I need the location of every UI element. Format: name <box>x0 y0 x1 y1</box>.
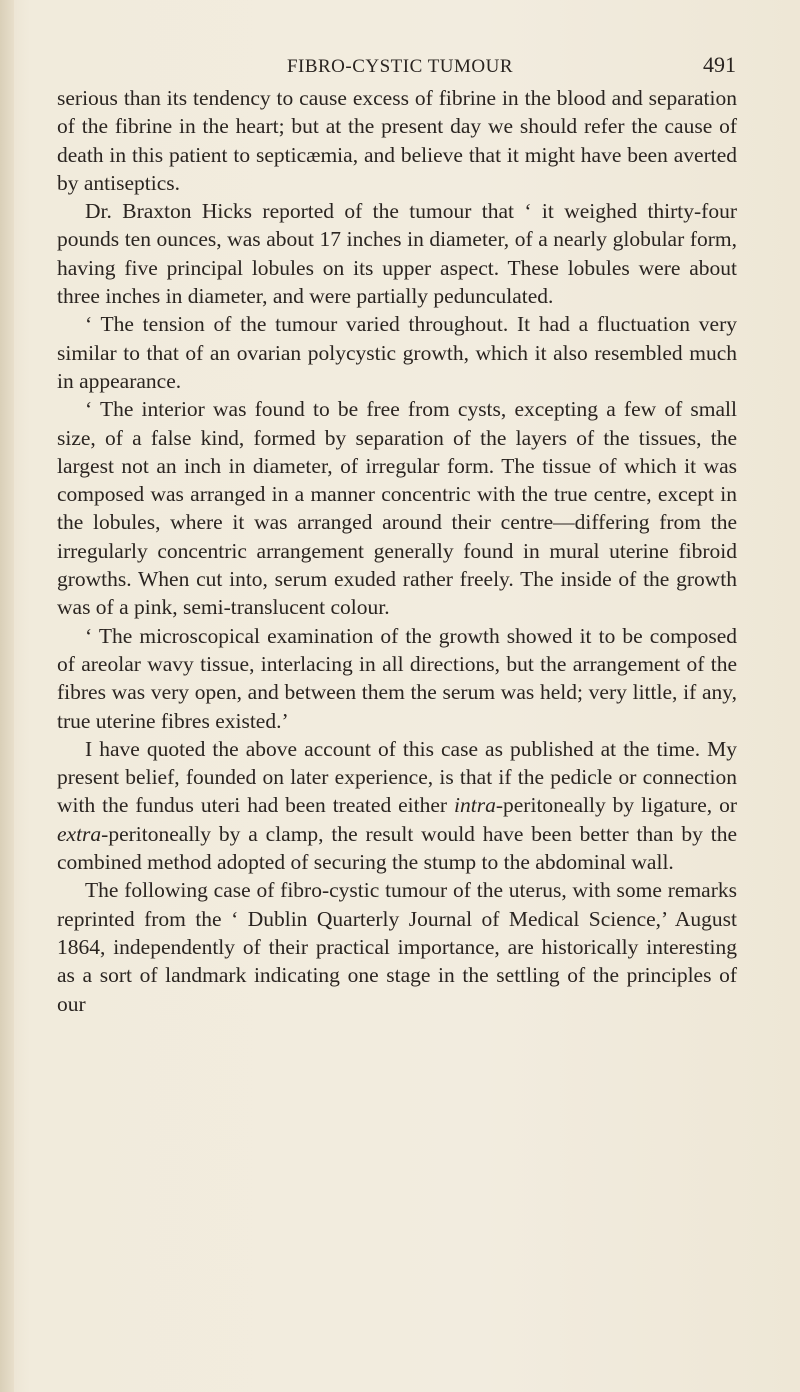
body-text <box>57 84 737 1018</box>
paragraph <box>57 735 737 876</box>
paragraph-text: I have quoted the above account of this case as published at the time. My present belief, founded on later experience, is that if the pedicle or connection with the fundus uteri had been treated either <box>57 736 737 818</box>
paragraph: ‘ The interior was found to be free from cysts, excepting a few of small size, of a false kind, formed by separation of the layers of the tissues, the largest not an inch in diameter, of irregular form. The tissue of which it was composed was arranged in a manner concentric with the true centre, except in the lobules, where it was arranged around their centre—differing from the irregularly concentric arrangement generally found in mural uterine fibroid growths. When cut into, serum exuded rather freely. The inside of the growth was of a pink, semi-translucent colour. <box>57 397 737 620</box>
paragraph: ‘ The tension of the tumour varied throughout. It had a fluctuation very similar to that of an ovarian polycystic growth, which it also resembled much in appearance. <box>57 312 737 393</box>
page-header <box>0 52 800 84</box>
running-head: FIBRO-CYSTIC TUMOUR <box>286 56 514 77</box>
paragraph-continuation: serious than its tendency to cause excess of fibrine in the blood and separation of the fibrine in the heart; but at the present day we should refer the cause of death in this patient to septicæmia, and believe that it might have been averted by antiseptics. <box>57 86 737 195</box>
paragraph: The following case of fibro-cystic tumour of the uterus, with some remarks reprinted from the ‘ Dublin Quarterly Journal of Medical Science,’ August 1864, independently of their practical importance, are historically interesting as a sort of landmark indicating one stage in the settling of the principles of our <box>57 878 737 1016</box>
paragraph: Dr. Braxton Hicks reported of the tumour that ‘ it weighed thirty-four pounds ten ounces, was about 17 inches in diameter, of a nearly globular form, having five principal lobules on its upper aspect. These lobules were about three inches in diameter, and were partially pedunculated. <box>57 199 737 309</box>
italic-term: intra <box>454 793 496 818</box>
paragraph-text: -peritoneally by ligature, or <box>495 793 737 818</box>
page-number: 491 <box>703 52 736 77</box>
paragraph-text: peritoneally by a clamp, the result would have been better than by the combined method adopted of securing the stump to the abdominal wall. <box>57 821 737 875</box>
paragraph: ‘ The microscopical examination of the growth showed it to be composed of areolar wavy tissue, interlacing in all directions, but the arrangement of the fibres was very open, and between them the serum was held; very little, if any, true uterine fibres existed.’ <box>57 623 737 733</box>
binding-edge <box>0 0 14 1392</box>
italic-term: extra- <box>57 821 109 846</box>
